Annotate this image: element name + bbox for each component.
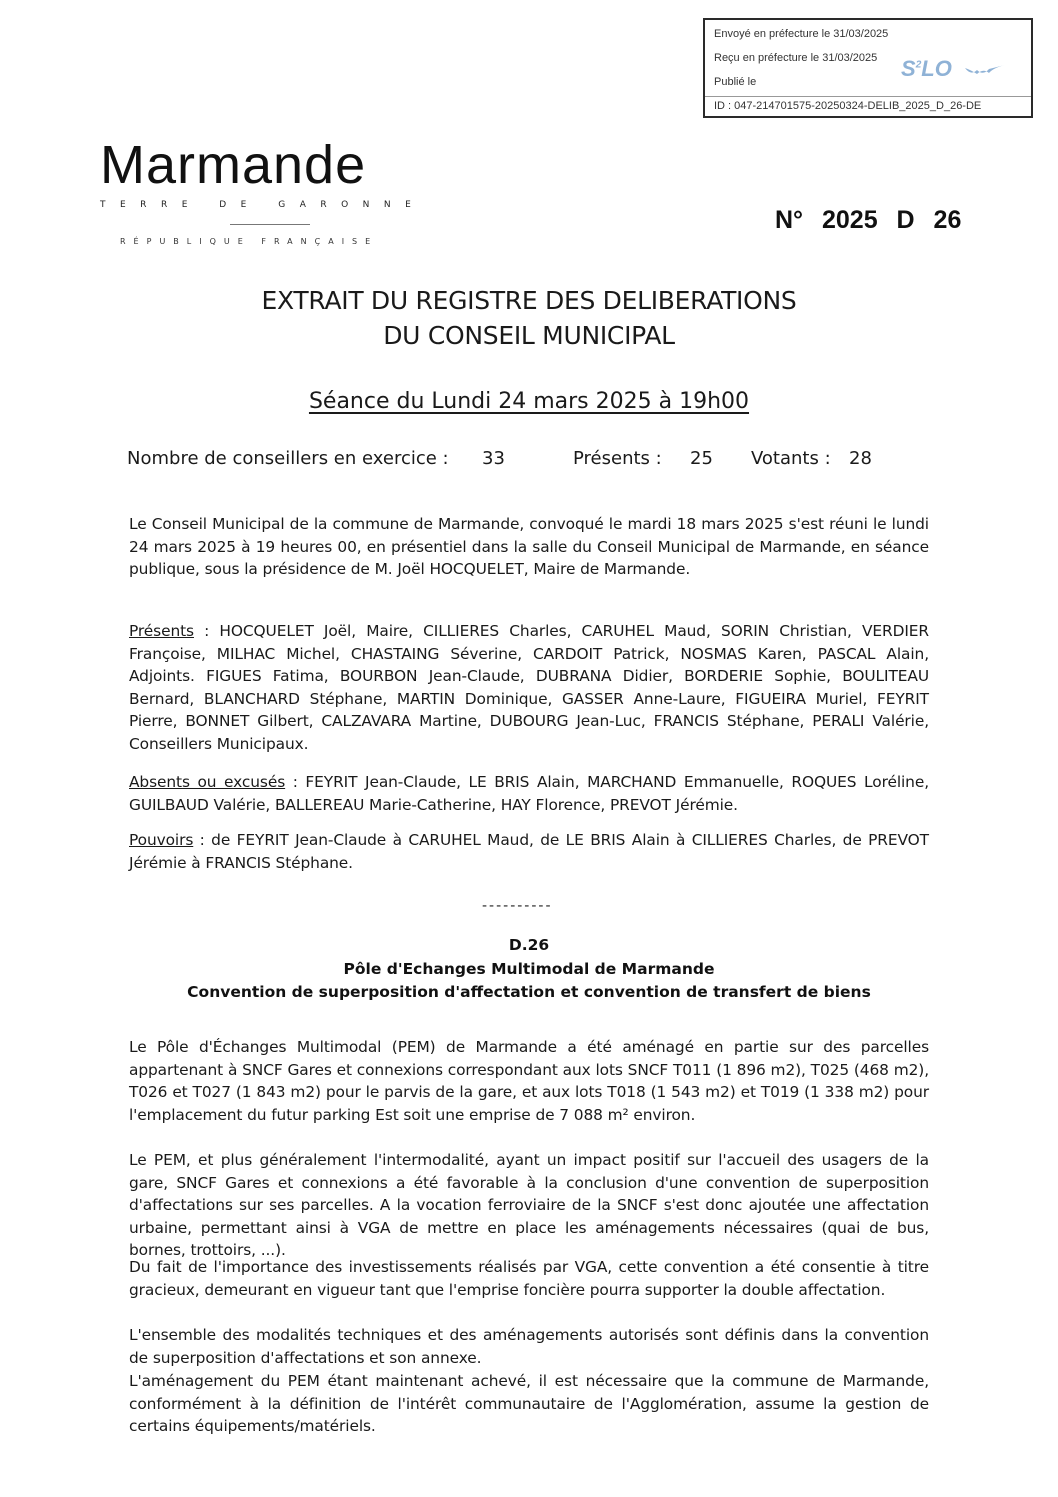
document-title	[0, 283, 1058, 353]
pouvoirs-label: Pouvoirs	[129, 831, 194, 849]
presents-label: Présents	[129, 622, 194, 640]
pouvoirs-paragraph	[129, 829, 929, 874]
body-paragraph-4: L'ensemble des modalités techniques et des aménagements autorisés sont définis dans la convention de superposition d'affectations et son annexe.	[129, 1326, 929, 1367]
logo-republique: RÉPUBLIQUE FRANÇAISE	[120, 237, 379, 246]
logo-wordmark: Marmande	[100, 135, 367, 195]
logo-rule	[230, 224, 310, 225]
stamp-published: Publié le	[714, 76, 757, 88]
seance-text: Séance du Lundi 24 mars 2025 à 19h00	[308, 389, 750, 414]
s2lo-swoosh-icon	[963, 64, 1007, 78]
exercice-label: Nombre de conseillers en exercice :	[127, 448, 449, 469]
presents-value: 25	[690, 448, 713, 469]
deliberation-number: N° 2025 D 26	[775, 206, 962, 234]
section-separator: ----------	[482, 898, 553, 914]
s2lo-s: S	[901, 56, 916, 81]
stamp-received-date: Reçu en préfecture le 31/03/2025	[714, 52, 878, 64]
title-line-2: DU CONSEIL MUNICIPAL	[383, 321, 675, 350]
exercice-value: 33	[482, 448, 505, 469]
presents-paragraph	[129, 620, 929, 756]
body-paragraph-3: Du fait de l'importance des investissements réalisés par VGA, cette convention a été consentie à titre gracieux, demeurant en vigueur tant que l'emprise foncière pourra supporter la double affectation.	[129, 1258, 929, 1299]
logo-tagline: TERRE DE GARONNE	[100, 200, 426, 210]
stamp-sent-date: Envoyé en préfecture le 31/03/2025	[714, 28, 889, 40]
body-paragraph-5: L'aménagement du PEM étant maintenant achevé, il est nécessaire que la commune de Marmande, conformément à la définition de l'intérêt communautaire de l'Agglomération, assume la gestion de certains équipements/matériels.	[129, 1372, 929, 1436]
s2lo-lo: LO	[921, 56, 952, 81]
body-paragraph-1: Le Pôle d'Échanges Multimodal (PEM) de Marmande a été aménagé en partie sur des parcelles appartenant à SNCF Gares et connexions correspondant aux lots SNCF T011 (1 896 m2), T025 (468 m2), T026 et T027 (1 843 m2) pour le parvis de la gare, et aux lots T018 (1 543 m2) et T019 (1 338 m2) pour l'emplacement du futur parking Est soit une emprise de 7 088 m² environ.	[129, 1038, 929, 1124]
body-paragraph-2: Le PEM, et plus généralement l'intermodalité, ayant un impact positif sur l'accueil des usagers de la gare, SNCF Gares et connexions a été favorable à la conclusion d'une convention de superposition d'affectations sur ses parcelles. A la vocation ferroviaire de la SNCF s'est donc ajoutée une affectation urbaine, permettant ainsi à VGA de mettre en place les aménagements nécessaires (quai de bus, bornes, trottoirs, ...).	[129, 1151, 929, 1260]
absents-list: : FEYRIT Jean-Claude, LE BRIS Alain, MARCHAND Emmanuelle, ROQUES Loréline, GUILBAUD Valérie, BALLEREAU Marie-Catherine, HAY Florence, PREVOT Jérémie.	[129, 773, 929, 814]
prefecture-stamp	[703, 18, 1033, 118]
votants-label: Votants :	[751, 448, 831, 469]
absents-paragraph	[129, 771, 929, 816]
seance-date	[0, 389, 1058, 414]
s2lo-sup: 2	[915, 59, 922, 71]
intro-paragraph: Le Conseil Municipal de la commune de Marmande, convoqué le mardi 18 mars 2025 s'est réuni le lundi 24 mars 2025 à 19 heures 00, en présentiel dans la salle du Conseil Municipal de Marmande, en séance publique, sous la présidence de M. Joël HOCQUELET, Maire de Marmande.	[129, 515, 929, 579]
marmande-logo	[100, 135, 426, 246]
stamp-divider	[705, 96, 1031, 97]
deliberation-code: D.26	[508, 936, 550, 954]
presents-label: Présents :	[573, 448, 662, 469]
deliberation-subject-2: Convention de superposition d'affectation et convention de transfert de biens	[187, 983, 871, 1001]
title-line-1: EXTRAIT DU REGISTRE DES DELIBERATIONS	[261, 286, 797, 315]
s2lo-logo	[901, 56, 952, 82]
votants-value: 28	[849, 448, 872, 469]
absents-label: Absents ou excusés	[129, 773, 286, 791]
deliberation-subject-1: Pôle d'Echanges Multimodal de Marmande	[343, 960, 715, 978]
stamp-id: ID : 047-214701575-20250324-DELIB_2025_D_26-DE	[714, 100, 982, 112]
pouvoirs-list: : de FEYRIT Jean-Claude à CARUHEL Maud, de LE BRIS Alain à CILLIERES Charles, de PREVOT Jérémie à FRANCIS Stéphane.	[129, 831, 929, 872]
presents-list: : HOCQUELET Joël, Maire, CILLIERES Charles, CARUHEL Maud, SORIN Christian, VERDIER Françoise, MILHAC Michel, CHASTAING Séverine, CARDOIT Patrick, NOSMAS Karen, PASCAL Alain, Adjoints. FIGUES Fatima, BOURBON Jean-Claude, DUBRANA Didier, BORDERIE Sophie, BOULITEAU Bernard, BLANCHARD Stéphane, MARTIN Dominique, GASSER Anne-Laure, FIGUEIRA Muriel, FEYRIT Pierre, BONNET Gilbert, CALZAVARA Martine, DUBOURG Jean-Luc, FRANCIS Stéphane, PERALI Valérie, Conseillers Municipaux.	[129, 622, 929, 753]
